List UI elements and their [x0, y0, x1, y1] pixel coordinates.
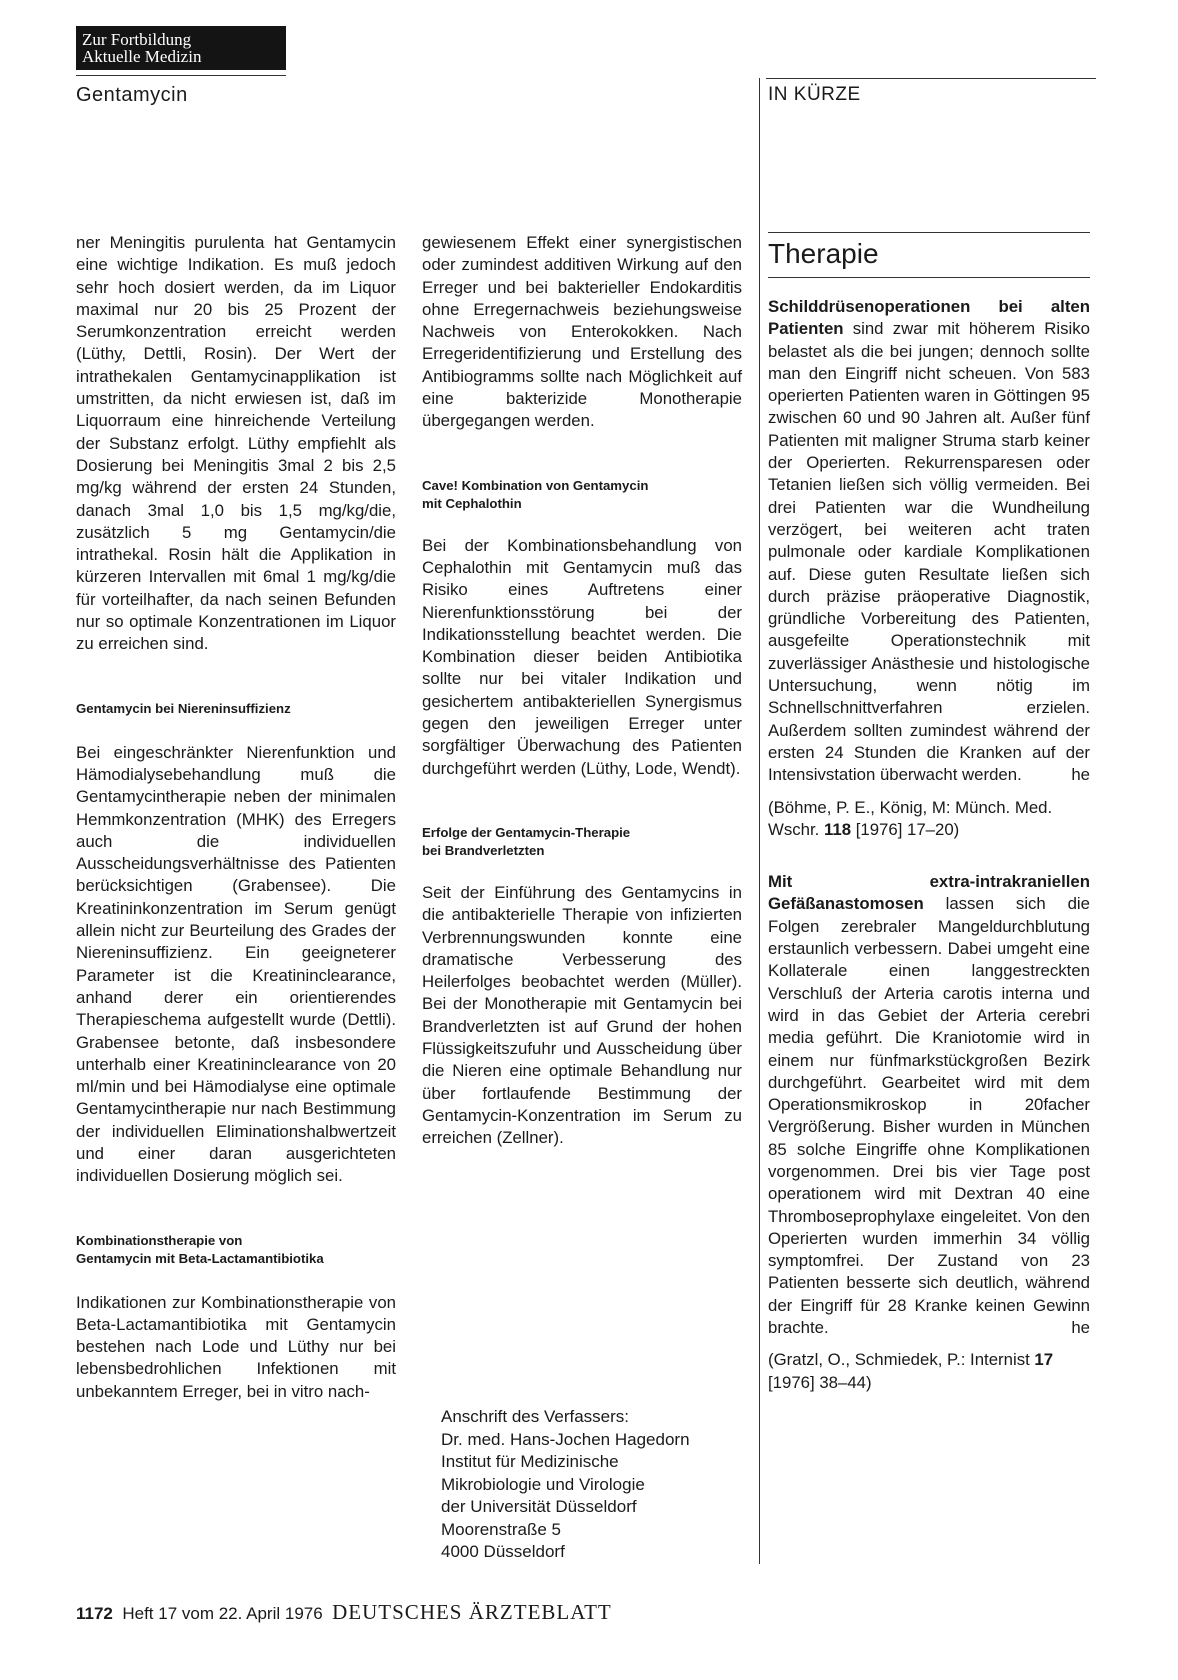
subheading: Gentamycin bei Niereninsuffizienz: [76, 700, 291, 716]
column-divider: [759, 78, 760, 1564]
column-1: [76, 232, 396, 1403]
paragraph: Seit der Einführung des Gentamycins in die antibakterielle Therapie von infizierten Verbrennungswunden konnte eine dramatische Verbesserung des Heilerfolges beobachtet werden (Müller). Bei der Monotherapie mit Gentamycin bei Brandverletzten ist auf Grund der hohen Flüssigkeitszufuhr und Ausscheidung über die Nieren eine optimale Behandlung nur über fortlaufende Bestimmung der Gentamycin-Konzentration im Serum zu erreichen (Zellner).: [422, 882, 742, 1148]
heading-rule: [768, 277, 1090, 278]
subheading: Kombinationstherapie von Gentamycin mit Beta-Lactamantibiotika: [76, 1232, 324, 1266]
badge-line-2: Aktuelle Medizin: [82, 47, 202, 66]
heading-rule: [768, 232, 1090, 233]
news-item: Schilddrüsenoperationen bei alten Patienten sind zwar mit höherem Risiko belastet als die bei jungen; dennoch sollte man den Eingriff nicht scheuen. Von 583 operierten Patienten waren in Göttingen 95 zwischen 60 und 90 Jahren alt. Außer fünf Patienten mit maligner Struma starb keiner der Operierten. Rekurrensparesen oder Tetanien ließen sich völlig vermeiden. Bei drei Patienten war die Wundheilung verzögert, bei weiteren acht traten pulmonale oder kardiale Komplikationen auf. Diese guten Resultate ließen sich durch präzise präoperative Diagnostik, gründliche Vorbereitung des Patienten, ausgefeilte Operationstechnik mit zuverlässiger Anästhesie und histologische Untersuchung, wenn nötig im Schnellschnittverfahren erzielen. Außerdem sollten zumindest während der ersten 24 Stunden die Kranken auf der Intensivstation überwacht werden. he: [768, 296, 1090, 787]
reference: (Böhme, P. E., König, M: Münch. Med. Wschr. 118 [1976] 17–20): [768, 797, 1053, 839]
header-rule-right: [766, 78, 1096, 79]
address-label: Anschrift des Verfassers:: [441, 1407, 630, 1426]
author-sig: he: [1071, 1318, 1090, 1338]
section-heading: Therapie: [768, 238, 879, 269]
section-badge: [76, 26, 286, 70]
subheading: Erfolge der Gentamycin-Therapie bei Brandverletzten: [422, 824, 631, 858]
paragraph: ner Meningitis purulenta hat Gentamycin eine wichtige Indikation. Es muß jedoch sehr hoch dosiert werden, da im Liquor maximal nur 20 bis 25 Prozent der Serumkonzentration erreicht werden (Lüthy, Dettli, Rosin). Der Wert der intrathekalen Gentamycinapplikation ist umstritten, da nicht erwiesen ist, daß im Liquorraum eine hinreichende Verteilung der Substanz erfolgt. Lüthy empfiehlt als Dosierung bei Meningitis 3mal 2 bis 2,5 mg/kg während der ersten 24 Stunden, danach 3mal 1,0 bis 1,5 mg/kg/die, zusätzlich 5 mg Gentamycin/die intrathekal. Rosin hält die Applikation in kürzeren Intervallen mit 6mal 1 mg/kg/die für vorteilhafter, da nach seinen Befunden nur so optimale Konzentrationen im Liquor zu erreichen sind.: [76, 233, 396, 654]
address-street: Moorenstraße 5: [441, 1519, 561, 1539]
news-item: Mit extra-intrakraniellen Gefäßanastomosen lassen sich die Folgen zerebraler Mangeldurchblutung erstaunlich verbessern. Dabei umgeht eine Kollaterale einen langgestreckten Verschluß der Arteria carotis interna und wird in das Gebiet der Arteria cerebri media geführt. Die Kraniotomie wird in einem nur fünfmarkstückgroßen Bezirk durchgeführt. Gearbeitet wird mit dem Operationsmikroskop in 20facher Vergrößerung. Bisher wurden in München 85 solche Eingriffe ohne Komplikationen vorgenommen. Drei bis vier Tage post operationem wird mit Dextran 40 eine Thromboseprophylaxe eingeleitet. Von den Operierten wurden immerhin 34 völlig symptomfrei. Der Zustand von 23 Patienten besserte sich deutlich, während der Eingriff für 28 Kranke keinen Gewinn brachte. he: [768, 871, 1090, 1339]
address-line: Institut für Medizinische: [441, 1452, 619, 1471]
news-lead: Mit extra-intrakraniellen Gefäßanastomosen: [768, 872, 1090, 914]
journal-title: DEUTSCHES ÄRZTEBLATT: [332, 1600, 612, 1624]
issue-info: Heft 17 vom 22. April 1976: [122, 1604, 323, 1623]
author-sig: he: [1071, 765, 1090, 785]
address-name: Dr. med. Hans-Jochen Hagedorn: [441, 1429, 690, 1449]
section-label: IN KÜRZE: [768, 84, 861, 105]
reference: (Gratzl, O., Schmiedek, P.: Internist 17 [1976] 38–44): [768, 1350, 1054, 1392]
subheading: Cave! Kombination von Gentamycin mit Cephalothin: [422, 477, 649, 511]
paragraph: Bei eingeschränkter Nierenfunktion und Hämodialysebehandlung muß die Gentamycintherapie neben der minimalen Hemmkonzentration (MHK) des Erregers auch die individuellen Ausscheidungsverhältnisse des Patienten berücksichtigen (Grabensee). Die Kreatininkonzentration im Serum genügt allein nicht zur Beurteilung des Grades der Niereninsuffizienz. Ein geeigneterer Parameter ist die Kreatininclearance, anhand derer ein orientierendes Therapieschema aufgestellt wurde (Dettli). Grabensee betonte, daß insbesondere unterhalb einer Kreatininclearance von 20 ml/min und bei Hämodialyse eine optimale Gentamycintherapie nur nach Bestimmung der individuellen Eliminationshalbwertzeit und einer daran ausgerichteten individuellen Dosierung möglich sei.: [76, 742, 396, 1186]
badge-line-1: Zur Fortbildung: [82, 30, 192, 49]
running-title: Gentamycin: [76, 84, 188, 106]
column-2: [422, 232, 742, 1150]
address-line: der Universität Düsseldorf: [441, 1497, 637, 1516]
paragraph: Indikationen zur Kombinationstherapie von Beta-Lactamantibiotika mit Gentamycin bestehen nach Lode und Lüthy nur bei lebensbedrohlichen Infektionen mit unbekanntem Erreger, bei in vitro nach-: [76, 1292, 396, 1401]
paragraph: Bei der Kombinationsbehandlung von Cephalothin mit Gentamycin muß das Risiko eines Auftretens einer Nierenfunktionsstörung bei der Indikationsstellung beachtet werden. Die Kombination dieser beiden Antibiotika sollte nur bei vitaler Indikation und gesichertem antibakteriellen Synergismus gegen den jeweiligen Erreger unter sorgfältiger Überwachung des Patienten durchgeführt werden (Lüthy, Lode, Wendt).: [422, 535, 742, 778]
header-rule-left: [76, 75, 286, 76]
author-address: [441, 1406, 690, 1564]
paragraph: gewiesenem Effekt einer synergistischen oder zumindest additiven Wirkung auf den Erreger und bei bakterieller Endokarditis ohne Erregernachweis beziehungsweise Nachweis von Enterokokken. Nach Erregeridentifizierung und Erstellung des Antibiogramms sollte nach Möglichkeit auf eine bakterizide Monotherapie übergegangen werden.: [422, 233, 742, 431]
page-number: 1172: [76, 1604, 113, 1623]
column-3: [768, 232, 1090, 1394]
news-lead: Schilddrüsenoperationen bei alten Patienten: [768, 297, 1090, 339]
address-city: 4000 Düsseldorf: [441, 1542, 565, 1561]
address-line: Mikrobiologie und Virologie: [441, 1474, 645, 1494]
page-footer: [76, 1600, 612, 1625]
